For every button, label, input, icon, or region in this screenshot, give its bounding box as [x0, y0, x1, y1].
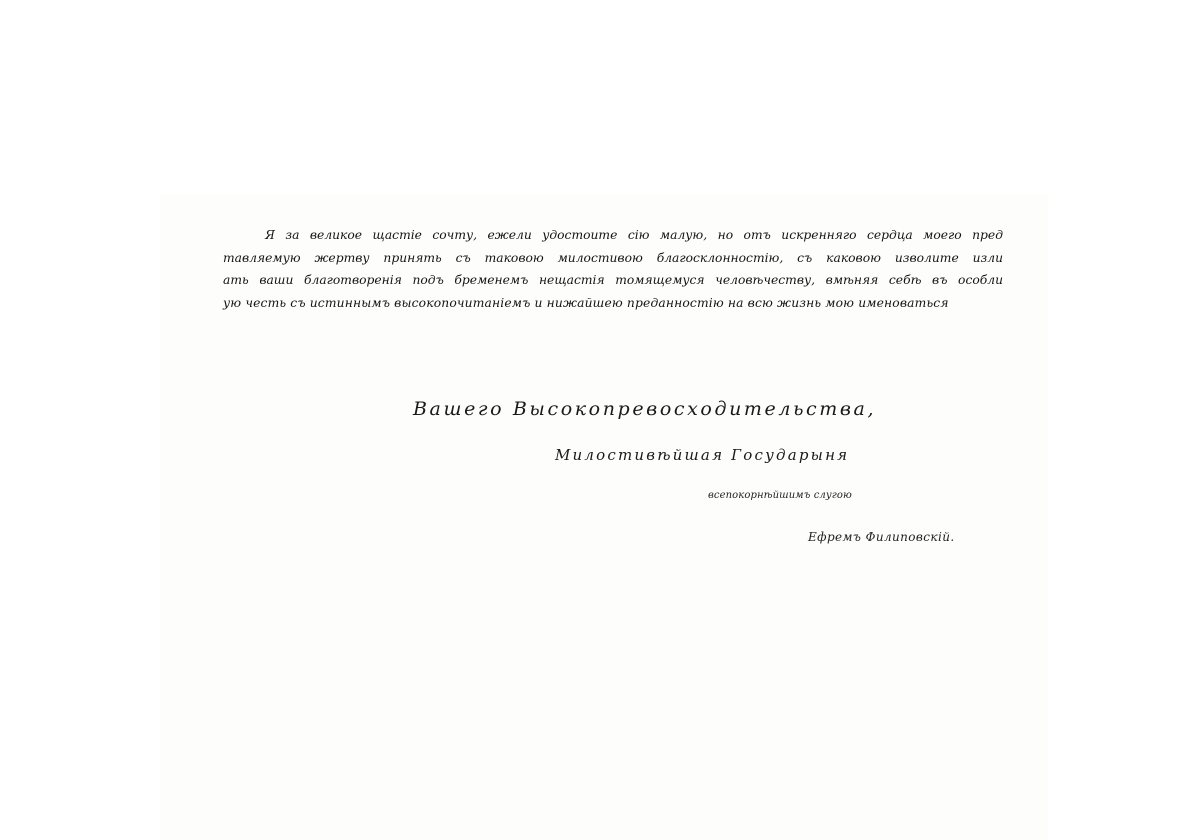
letter-body-line: тавляемую жертву принять съ таковою милостивою благосклонностію, съ каковою изволите изли: [223, 250, 1003, 265]
salutation-title: Вашего Высокопревосходительства,: [413, 398, 877, 420]
letter-body-line: ать ваши благотворенія подъ бременемъ нещастія томящемуся человѣчеству, вмѣняя себѣ въ особли: [223, 273, 1003, 288]
salutation-address: Милостивѣйшая Государыня: [555, 446, 850, 464]
letter-body-line: Я за великое щастіе сочту, ежели удостоите сію малую, но отъ искренняго сердца моего пред: [265, 228, 1003, 242]
letter-body: [223, 224, 1003, 315]
signature: Ефремъ Филиповскій.: [808, 530, 955, 544]
letter-body-line: ую честь съ истиннымъ высокопочитаніемъ и нижайшею преданностію на всю жизнь мою именоваться: [223, 296, 949, 311]
closing-phrase: всепокорнѣйшимъ слугою: [708, 490, 852, 501]
